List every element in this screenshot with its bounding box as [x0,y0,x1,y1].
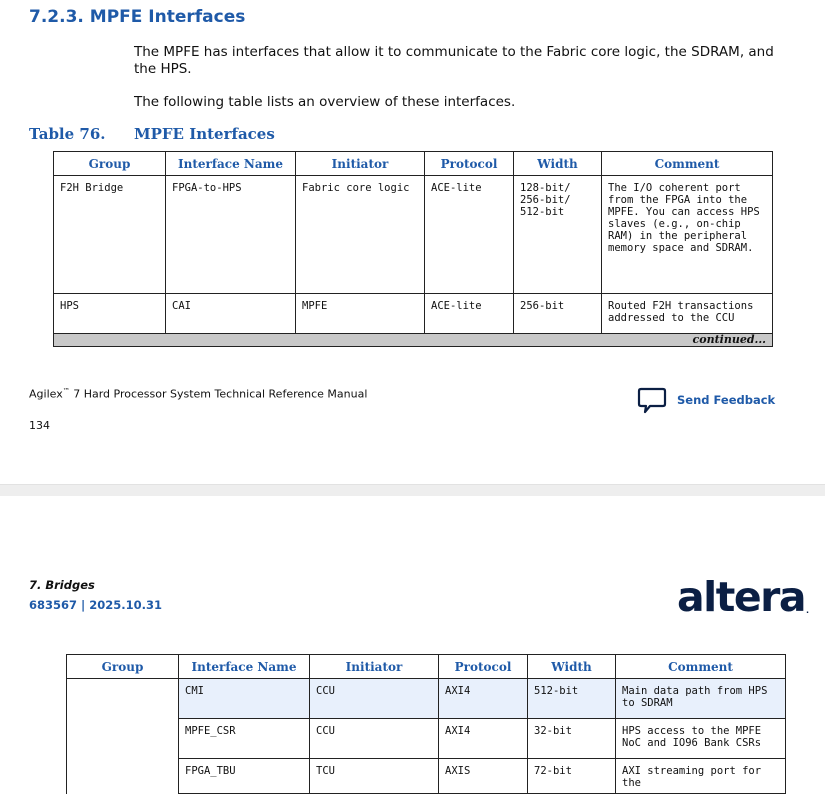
cell-interface: FPGA-to-HPS [166,176,296,294]
manual-brand: Agilex [29,387,63,401]
table-number: Table 76. [29,125,106,143]
col-protocol: Protocol [439,655,528,679]
intro-paragraph: The MPFE has interfaces that allow it to communicate to the Fabric core logic, the SDRAM, and the HPS. [134,44,774,77]
col-comment: Comment [602,152,773,176]
table-row [54,294,773,334]
continued-label: continued... [54,334,773,347]
cell-width: 72-bit [528,759,616,794]
chapter-header: 7. Bridges [29,578,95,592]
col-group: Group [67,655,179,679]
logo-mark: . [806,606,810,615]
cell-comment: Routed F2H transactions addressed to the CCU [602,294,773,334]
col-initiator: Initiator [310,655,439,679]
cell-comment: HPS access to the MPFE NoC and IO96 Bank CSRs [616,719,786,759]
col-comment: Comment [616,655,786,679]
mpfe-interfaces-table [53,151,773,347]
cell-initiator: MPFE [296,294,425,334]
cell-width: 256-bit [514,294,602,334]
mpfe-interfaces-table-continued [66,654,786,794]
logo-text: altera [677,573,806,621]
table-title: MPFE Interfaces [134,125,275,143]
send-feedback-link[interactable] [637,385,775,415]
col-group: Group [54,152,166,176]
continued-row [54,334,773,347]
cell-comment: The I/O coherent port from the FPGA into the MPFE. You can access HPS slaves (e.g., on-chip RAM) in the peripheral memory space and SDRAM. [602,176,773,294]
cell-interface: CMI [179,679,310,719]
cell-initiator: CCU [310,719,439,759]
send-feedback-label: Send Feedback [677,393,776,407]
page-separator [0,484,825,496]
cell-comment: Main data path from HPS to SDRAM [616,679,786,719]
cell-interface: CAI [166,294,296,334]
table-caption [29,125,275,143]
cell-interface: FPGA_TBU [179,759,310,794]
cell-width: 512-bit [528,679,616,719]
manual-title-text: 7 Hard Processor System Technical Reference Manual [69,387,368,401]
table-intro-paragraph: The following table lists an overview of these interfaces. [134,94,516,110]
speech-bubble-icon [637,385,667,415]
cell-initiator: Fabric core logic [296,176,425,294]
cell-width: 32-bit [528,719,616,759]
table-row [67,679,786,719]
cell-group: HPS [54,294,166,334]
table-row [54,176,773,294]
cell-initiator: TCU [310,759,439,794]
cell-group [67,679,179,794]
trademark-mark: ™ [62,387,70,395]
cell-interface: MPFE_CSR [179,719,310,759]
cell-protocol: ACE-lite [425,294,514,334]
table-header-row [67,655,786,679]
col-protocol: Protocol [425,152,514,176]
cell-group: F2H Bridge [54,176,166,294]
col-interface-name: Interface Name [179,655,310,679]
page-number: 134 [29,419,50,432]
section-heading: 7.2.3. MPFE Interfaces [29,7,246,27]
cell-comment: AXI streaming port for the [616,759,786,794]
cell-protocol: AXIS [439,759,528,794]
cell-initiator: CCU [310,679,439,719]
cell-protocol: AXI4 [439,679,528,719]
manual-title [29,387,367,401]
col-initiator: Initiator [296,152,425,176]
document-id: 683567 | 2025.10.31 [29,598,162,612]
altera-logo [677,574,809,634]
col-interface-name: Interface Name [166,152,296,176]
cell-protocol: ACE-lite [425,176,514,294]
table-header-row [54,152,773,176]
cell-protocol: AXI4 [439,719,528,759]
cell-width: 128-bit/ 256-bit/ 512-bit [514,176,602,294]
col-width: Width [528,655,616,679]
col-width: Width [514,152,602,176]
